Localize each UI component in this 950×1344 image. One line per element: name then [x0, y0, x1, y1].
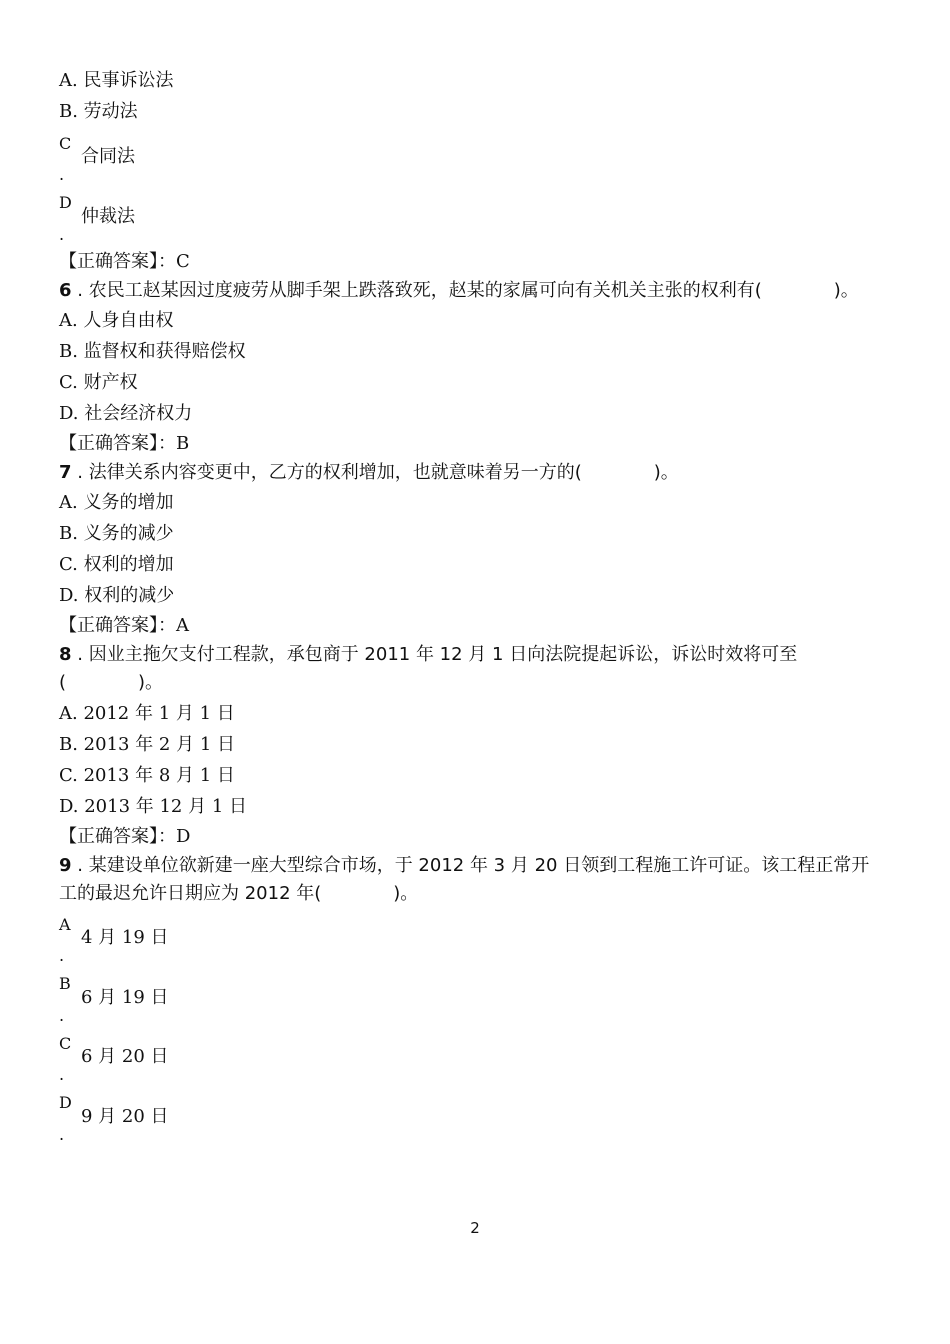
question-7: [59, 462, 679, 484]
option-c-letter: C: [59, 134, 72, 153]
question-number: 6: [59, 280, 72, 301]
option-b-text: 6 月 19 日: [81, 987, 169, 1008]
answer-q6: 【正确答案】：B: [59, 433, 190, 454]
option-c-letter: C: [59, 1034, 72, 1053]
question-text: . 某建设单位欲新建一座大型综合市场，于 2012 年 3 月 20 日领到工程施工许可证。该工程正常开: [71, 855, 870, 876]
option-b-letter: B: [59, 974, 71, 993]
question-8: [59, 644, 797, 666]
option-b: B. 义务的减少: [59, 523, 174, 544]
option-a-text: 4 月 19 日: [81, 927, 169, 948]
option-d: D. 权利的减少: [59, 585, 175, 606]
option-d: D. 2013 年 12 月 1 日: [59, 796, 248, 817]
option-d-text: 9 月 20 日: [81, 1106, 169, 1127]
option-c: C. 权利的增加: [59, 554, 174, 575]
option-c-dot: .: [59, 165, 65, 184]
option-b: B. 劳动法: [59, 101, 138, 122]
question-6: [59, 280, 859, 302]
option-a: A. 义务的增加: [59, 492, 174, 513]
option-a-dot: .: [59, 946, 65, 965]
option-d: D. 社会经济权力: [59, 403, 193, 424]
answer-q8: 【正确答案】：D: [59, 826, 191, 847]
question-9-line-2: 工的最迟允许日期应为 2012 年( )。: [59, 883, 419, 904]
option-a-letter: A: [59, 915, 71, 934]
option-b: B. 监督权和获得赔偿权: [59, 341, 246, 362]
option-d-letter: D: [59, 193, 72, 212]
option-c: C. 2013 年 8 月 1 日: [59, 765, 235, 786]
option-d-letter: D: [59, 1093, 72, 1112]
option-c-text: 6 月 20 日: [81, 1046, 169, 1067]
option-c-text: 合同法: [81, 146, 135, 167]
option-c: C. 财产权: [59, 372, 138, 393]
question-text: . 农民工赵某因过度疲劳从脚手架上跌落致死，赵某的家属可向有关机关主张的权利有( )。: [71, 280, 859, 301]
question-number: 8: [59, 644, 72, 665]
question-number: 7: [59, 462, 72, 483]
option-b: B. 2013 年 2 月 1 日: [59, 734, 235, 755]
question-number: 9: [59, 855, 72, 876]
page-number: 2: [470, 1219, 480, 1237]
option-c-dot: .: [59, 1065, 65, 1084]
option-a: A. 民事诉讼法: [59, 70, 174, 91]
answer-q5: 【正确答案】：C: [59, 251, 190, 272]
question-text: . 法律关系内容变更中，乙方的权利增加，也就意味着另一方的( )。: [71, 462, 679, 483]
option-a: A. 人身自由权: [59, 310, 174, 331]
option-d-dot: .: [59, 1125, 65, 1144]
option-d-text: 仲裁法: [81, 206, 135, 227]
question-text: . 因业主拖欠支付工程款，承包商于 2011 年 12 月 1 日向法院提起诉讼，诉讼时效将可至: [71, 644, 798, 665]
option-d-dot: .: [59, 225, 65, 244]
answer-q7: 【正确答案】：A: [59, 615, 189, 636]
question-8-line-2: ( )。: [59, 672, 164, 693]
option-b-dot: .: [59, 1006, 65, 1025]
question-9: [59, 855, 869, 877]
option-a: A. 2012 年 1 月 1 日: [59, 703, 235, 724]
